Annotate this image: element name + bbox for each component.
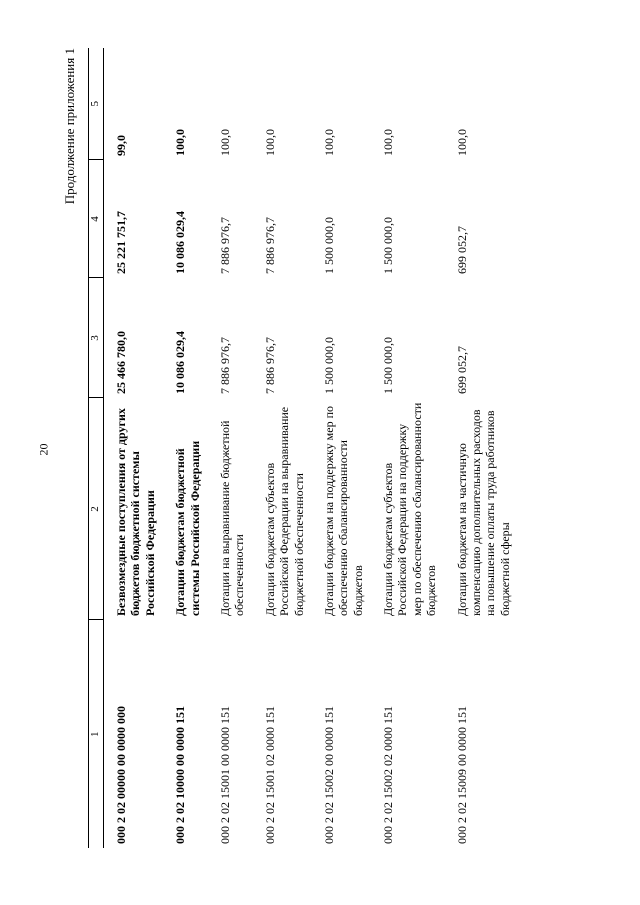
rotated-content [60, 48, 580, 848]
row-fact-value: 7 886 976,7 [262, 217, 277, 274]
row-fact-value: 1 500 000,0 [381, 217, 396, 274]
row-code: 000 2 02 10000 00 0000 151 [173, 706, 188, 844]
row-plan-value: 699 052,7 [454, 346, 469, 394]
row-code: 000 2 02 15001 02 0000 151 [262, 706, 277, 844]
row-code: 000 2 02 15001 00 0000 151 [217, 706, 232, 844]
table-row [104, 48, 164, 848]
row-plan-value: 7 886 976,7 [262, 337, 277, 394]
header-col-4: 4 [89, 160, 104, 278]
row-name: Дотации бюджетам на частичную компенсацию дополнительных расходов на повышение оплаты труда работников бюджетной сферы [454, 409, 512, 616]
table-row [208, 48, 253, 848]
row-percent: 100,0 [217, 129, 232, 156]
row-fact-value: 7 886 976,7 [217, 217, 232, 274]
budget-table [88, 48, 518, 848]
row-plan-value: 25 466 780,0 [114, 331, 128, 394]
header-col-5: 5 [89, 48, 104, 160]
row-name: Дотации бюджетам субъектов Российской Федерации на поддержку мер по обеспечению сбалансированности бюджетов [381, 402, 439, 616]
row-percent: 100,0 [173, 129, 188, 156]
header-col-1: 1 [89, 620, 104, 848]
row-plan-value: 1 500 000,0 [381, 337, 396, 394]
row-fact-value: 25 221 751,7 [114, 211, 128, 274]
row-percent: 100,0 [321, 129, 336, 156]
row-name: Дотации бюджетам бюджетной системы Российской Федерации [173, 440, 202, 616]
row-name: Дотации на выравнивание бюджетной обеспеченности [217, 420, 247, 616]
continuation-caption: Продолжение приложения 1 [62, 48, 77, 205]
row-code: 000 2 02 15002 02 0000 151 [381, 706, 396, 844]
table-row [445, 48, 519, 848]
table-row [163, 48, 208, 848]
row-name: Дотации бюджетам на поддержку мер по обеспечению сбалансированности бюджетов [321, 406, 365, 616]
row-percent: 100,0 [262, 129, 277, 156]
row-code: 000 2 02 15002 00 0000 151 [321, 706, 336, 844]
table-row [371, 48, 445, 848]
row-fact-value: 10 086 029,4 [173, 211, 188, 274]
row-code: 000 2 02 15009 00 0000 151 [454, 706, 469, 844]
row-percent: 100,0 [454, 129, 469, 156]
row-plan-value: 1 500 000,0 [321, 337, 336, 394]
header-col-3: 3 [89, 278, 104, 398]
row-fact-value: 699 052,7 [454, 226, 469, 274]
row-plan-value: 10 086 029,4 [173, 331, 188, 394]
table-row [253, 48, 312, 848]
table-row [312, 48, 371, 848]
page-number: 20 [36, 443, 51, 456]
row-name: Безвозмездные поступления от других бюджетов бюджетной системы Российской Федерации [114, 408, 157, 616]
row-percent: 99,0 [114, 135, 128, 156]
header-row [89, 48, 104, 848]
row-fact-value: 1 500 000,0 [321, 217, 336, 274]
header-col-2: 2 [89, 398, 104, 620]
row-name: Дотации бюджетам субъектов Российской Федерации на выравнивание бюджетной обеспеченности [262, 406, 306, 616]
table-body [104, 48, 519, 848]
row-percent: 100,0 [381, 129, 396, 156]
row-plan-value: 7 886 976,7 [217, 337, 232, 394]
row-code: 000 2 02 00000 00 0000 000 [114, 706, 128, 844]
